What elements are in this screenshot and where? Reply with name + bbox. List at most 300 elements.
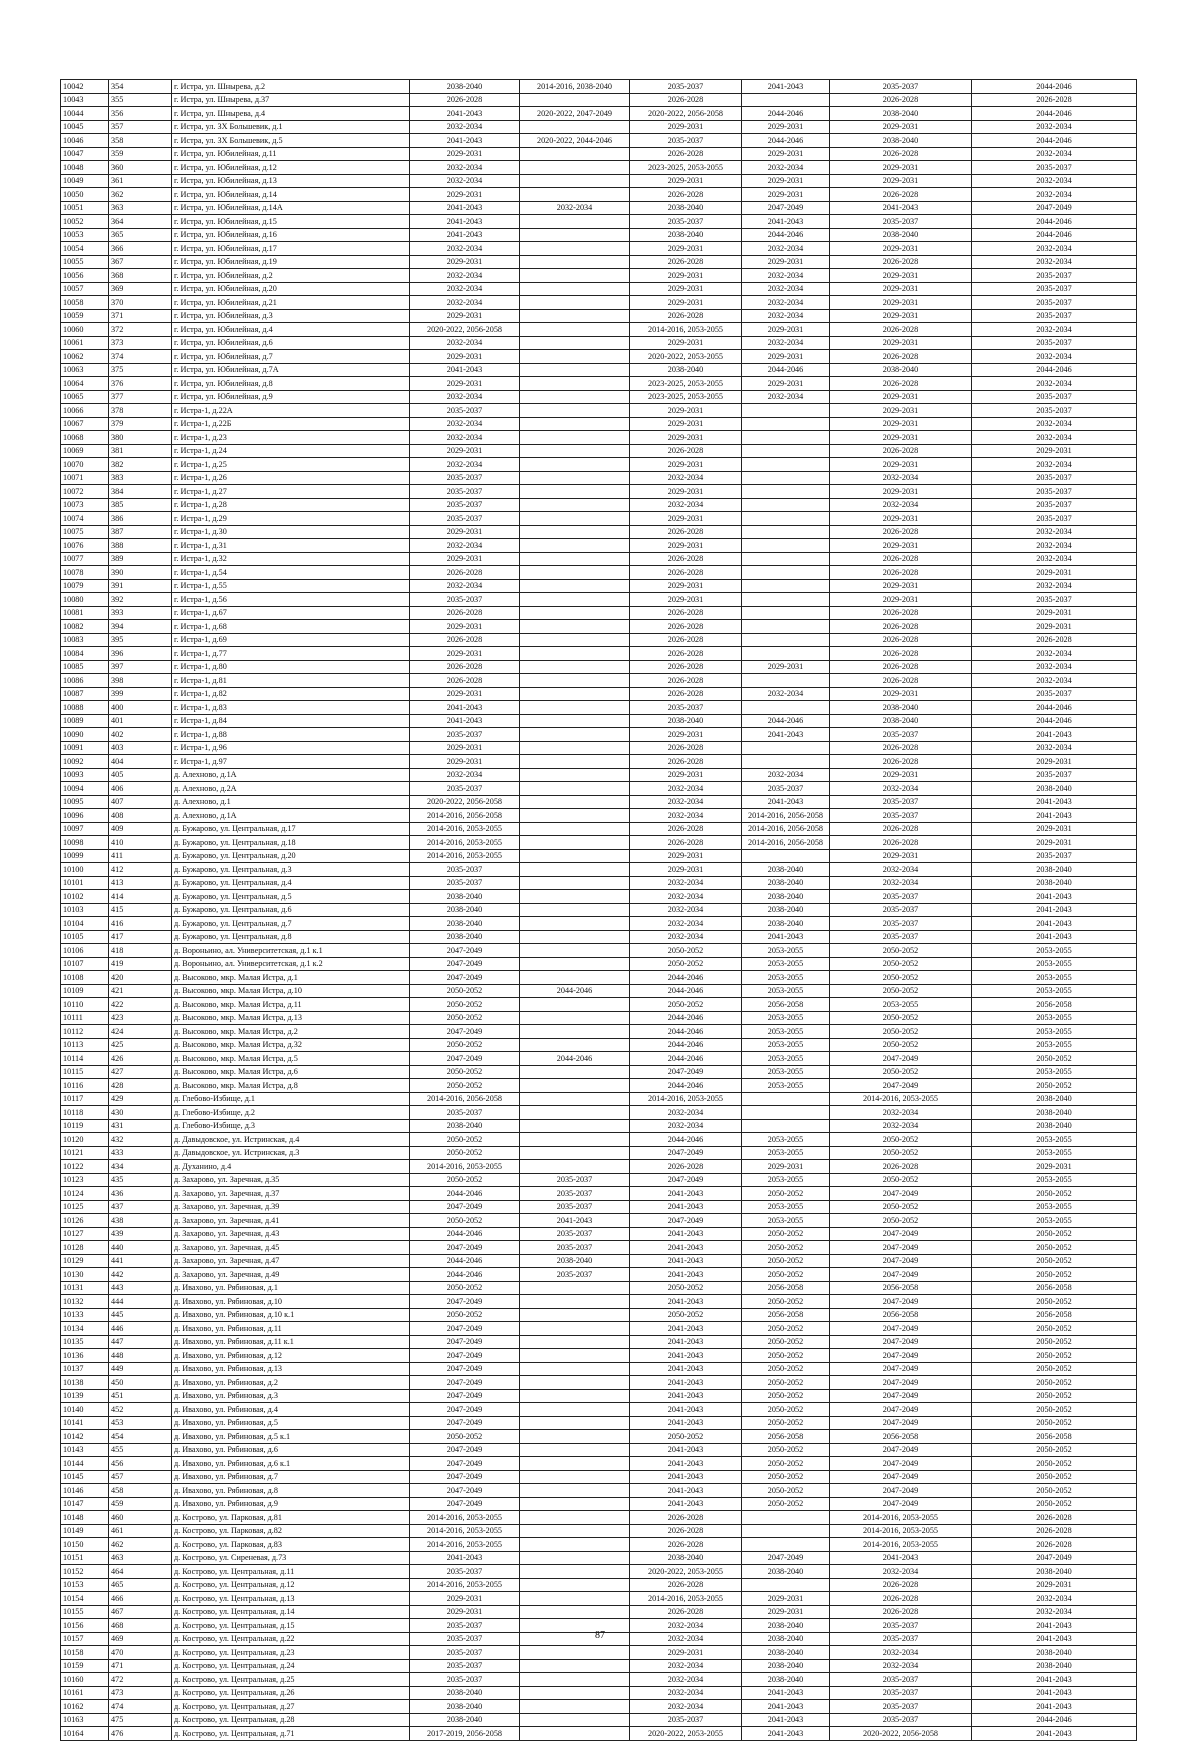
cell-period-5: 2047-2049 [830,1052,972,1066]
cell-period-6: 2038-2040 [972,782,1137,796]
table-row [61,1700,1137,1714]
cell-period-6: 2041-2043 [972,1632,1137,1646]
cell-period-2 [520,944,630,958]
cell-period-5: 2053-2055 [830,998,972,1012]
cell-period-2 [520,890,630,904]
cell-item-number: 470 [109,1646,172,1660]
cell-period-2 [520,1659,630,1673]
cell-period-2 [520,822,630,836]
page-number: 87 [595,1630,605,1641]
table-row [61,444,1137,458]
cell-item-number: 374 [109,350,172,364]
table-row [61,1187,1137,1201]
cell-period-3: 2023-2025, 2053-2055 [630,390,742,404]
cell-period-5: 2026-2028 [830,822,972,836]
table-row [61,890,1137,904]
cell-period-6: 2029-2031 [972,822,1137,836]
cell-period-1: 2035-2037 [410,863,520,877]
cell-record-id: 10105 [61,930,109,944]
cell-period-4: 2041-2043 [742,1727,830,1741]
cell-record-id: 10130 [61,1268,109,1282]
cell-period-1: 2050-2052 [410,1308,520,1322]
cell-period-3: 2029-2031 [630,593,742,607]
cell-record-id: 10155 [61,1605,109,1619]
cell-record-id: 10116 [61,1079,109,1093]
cell-period-4 [742,417,830,431]
cell-period-1: 2029-2031 [410,255,520,269]
cell-record-id: 10104 [61,917,109,931]
cell-period-1: 2026-2028 [410,93,520,107]
cell-period-4 [742,471,830,485]
cell-record-id: 10079 [61,579,109,593]
cell-period-2: 2041-2043 [520,1214,630,1228]
cell-item-number: 379 [109,417,172,431]
table-row [61,1173,1137,1187]
cell-period-3: 2029-2031 [630,174,742,188]
cell-period-1: 2014-2016, 2053-2055 [410,1160,520,1174]
cell-record-id: 10050 [61,188,109,202]
cell-address: д. Захарово, ул. Заречная, д.45 [172,1241,410,1255]
cell-address: г. Истра, ул. Юбилейная, д.12 [172,161,410,175]
cell-period-6: 2038-2040 [972,863,1137,877]
cell-period-6: 2050-2052 [972,1349,1137,1363]
cell-item-number: 373 [109,336,172,350]
cell-period-6: 2032-2034 [972,1605,1137,1619]
cell-record-id: 10080 [61,593,109,607]
cell-record-id: 10159 [61,1659,109,1673]
table-row [61,944,1137,958]
table-row [61,1146,1137,1160]
cell-period-6: 2035-2037 [972,296,1137,310]
cell-period-6: 2041-2043 [972,1686,1137,1700]
cell-address: г. Истра-1, д.25 [172,458,410,472]
cell-period-3: 2035-2037 [630,1713,742,1727]
cell-period-3: 2032-2034 [630,809,742,823]
cell-address: д. Кострово, ул. Центральная, д.22 [172,1632,410,1646]
cell-period-3: 2032-2034 [630,890,742,904]
cell-record-id: 10108 [61,971,109,985]
cell-period-4: 2050-2052 [742,1227,830,1241]
cell-address: г. Истра-1, д.83 [172,701,410,715]
cell-period-1: 2017-2019, 2056-2058 [410,1727,520,1741]
cell-period-2 [520,998,630,1012]
table-row [61,201,1137,215]
cell-period-2: 2032-2034 [520,201,630,215]
cell-item-number: 390 [109,566,172,580]
cell-period-3: 2035-2037 [630,134,742,148]
cell-period-6: 2053-2055 [972,957,1137,971]
cell-period-6: 2056-2058 [972,1281,1137,1295]
cell-item-number: 457 [109,1470,172,1484]
cell-period-1: 2047-2049 [410,1497,520,1511]
cell-item-number: 378 [109,404,172,418]
cell-record-id: 10135 [61,1335,109,1349]
cell-period-2: 2035-2037 [520,1173,630,1187]
cell-period-4: 2056-2058 [742,1430,830,1444]
table-row [61,1295,1137,1309]
cell-address: г. Истра, ул. Юбилейная, д.17 [172,242,410,256]
cell-period-3: 2026-2028 [630,620,742,634]
cell-period-6: 2029-2031 [972,620,1137,634]
cell-period-5: 2032-2034 [830,863,972,877]
cell-period-6: 2053-2055 [972,1011,1137,1025]
cell-address: д. Высоково, мкр. Малая Истра, д.32 [172,1038,410,1052]
cell-period-1: 2038-2040 [410,1686,520,1700]
cell-item-number: 455 [109,1443,172,1457]
cell-record-id: 10131 [61,1281,109,1295]
cell-item-number: 414 [109,890,172,904]
cell-record-id: 10097 [61,822,109,836]
cell-period-4: 2053-2055 [742,1173,830,1187]
cell-period-3: 2026-2028 [630,836,742,850]
cell-address: г. Истра-1, д.23 [172,431,410,445]
cell-period-6: 2050-2052 [972,1484,1137,1498]
cell-period-2 [520,917,630,931]
cell-address: д. Бужарово, ул. Центральная, д.6 [172,903,410,917]
cell-period-6: 2026-2028 [972,1524,1137,1538]
cell-address: д. Алехново, д.1 [172,795,410,809]
cell-period-5: 2056-2058 [830,1430,972,1444]
cell-period-2 [520,1565,630,1579]
cell-period-6: 2050-2052 [972,1268,1137,1282]
cell-address: д. Кострово, ул. Центральная, д.26 [172,1686,410,1700]
cell-period-2 [520,566,630,580]
cell-period-3: 2029-2031 [630,269,742,283]
cell-address: г. Истра-1, д.54 [172,566,410,580]
cell-period-1: 2032-2034 [410,579,520,593]
table-row [61,134,1137,148]
cell-period-4 [742,849,830,863]
table-row [61,674,1137,688]
cell-address: д. Кострово, ул. Сиреневая, д.73 [172,1551,410,1565]
cell-period-5: 2026-2028 [830,1592,972,1606]
cell-period-6: 2047-2049 [972,201,1137,215]
cell-period-3: 2032-2034 [630,471,742,485]
table-row [61,390,1137,404]
cell-address: г. Истра, ул. Юбилейная, д.7 [172,350,410,364]
cell-record-id: 10161 [61,1686,109,1700]
table-row [61,1538,1137,1552]
table-row [61,1713,1137,1727]
table-row [61,1133,1137,1147]
cell-item-number: 384 [109,485,172,499]
cell-period-1: 2029-2031 [410,647,520,661]
cell-period-1: 2050-2052 [410,1173,520,1187]
cell-period-5: 2038-2040 [830,134,972,148]
cell-period-1: 2035-2037 [410,1565,520,1579]
cell-period-4 [742,593,830,607]
cell-record-id: 10133 [61,1308,109,1322]
table-row [61,1443,1137,1457]
cell-period-5: 2029-2031 [830,174,972,188]
cell-period-4 [742,755,830,769]
cell-period-2: 2020-2022, 2047-2049 [520,107,630,121]
cell-period-4 [742,404,830,418]
cell-period-1: 2032-2034 [410,390,520,404]
cell-period-3: 2026-2028 [630,687,742,701]
cell-period-2 [520,458,630,472]
cell-period-5: 2026-2028 [830,674,972,688]
cell-item-number: 445 [109,1308,172,1322]
cell-record-id: 10146 [61,1484,109,1498]
cell-period-1: 2038-2040 [410,1700,520,1714]
cell-period-2 [520,93,630,107]
cell-period-1: 2038-2040 [410,903,520,917]
cell-period-6: 2032-2034 [972,323,1137,337]
cell-record-id: 10082 [61,620,109,634]
cell-period-2 [520,188,630,202]
cell-item-number: 412 [109,863,172,877]
cell-item-number: 409 [109,822,172,836]
cell-period-5: 2047-2049 [830,1268,972,1282]
cell-record-id: 10073 [61,498,109,512]
cell-record-id: 10085 [61,660,109,674]
table-row [61,1038,1137,1052]
cell-period-2 [520,309,630,323]
cell-period-1: 2029-2031 [410,552,520,566]
cell-period-1: 2035-2037 [410,728,520,742]
cell-item-number: 406 [109,782,172,796]
table-row [61,1551,1137,1565]
table-row [61,1592,1137,1606]
table-row [61,822,1137,836]
cell-address: г. Истра, ул. Юбилейная, д.3 [172,309,410,323]
cell-record-id: 10121 [61,1146,109,1160]
cell-item-number: 381 [109,444,172,458]
cell-period-4 [742,444,830,458]
cell-period-4: 2032-2034 [742,282,830,296]
cell-period-1: 2026-2028 [410,606,520,620]
cell-period-5: 2038-2040 [830,714,972,728]
cell-item-number: 389 [109,552,172,566]
cell-period-2 [520,903,630,917]
cell-period-2 [520,647,630,661]
cell-period-3: 2044-2046 [630,1079,742,1093]
cell-period-2: 2044-2046 [520,1052,630,1066]
cell-record-id: 10065 [61,390,109,404]
cell-address: г. Истра-1, д.30 [172,525,410,539]
cell-period-2 [520,809,630,823]
cell-address: д. Ивахово, ул. Рябиновая, д.12 [172,1349,410,1363]
cell-period-3: 2023-2025, 2053-2055 [630,161,742,175]
cell-period-5: 2026-2028 [830,323,972,337]
table-row [61,255,1137,269]
cell-address: д. Ивахово, ул. Рябиновая, д.8 [172,1484,410,1498]
cell-item-number: 456 [109,1457,172,1471]
cell-period-6: 2032-2034 [972,350,1137,364]
table-row [61,647,1137,661]
cell-period-5: 2035-2037 [830,1686,972,1700]
cell-record-id: 10075 [61,525,109,539]
cell-period-3: 2041-2043 [630,1187,742,1201]
cell-record-id: 10158 [61,1646,109,1660]
cell-address: д. Бужарово, ул. Центральная, д.3 [172,863,410,877]
cell-period-3: 2050-2052 [630,998,742,1012]
cell-item-number: 451 [109,1389,172,1403]
cell-item-number: 401 [109,714,172,728]
cell-period-3: 2032-2034 [630,1659,742,1673]
table-row [61,728,1137,742]
cell-period-1: 2047-2049 [410,1322,520,1336]
table-row [61,512,1137,526]
cell-period-6: 2050-2052 [972,1362,1137,1376]
cell-item-number: 365 [109,228,172,242]
table-row [61,1524,1137,1538]
cell-item-number: 370 [109,296,172,310]
cell-record-id: 10060 [61,323,109,337]
cell-period-5: 2035-2037 [830,917,972,931]
cell-address: д. Кострово, ул. Центральная, д.71 [172,1727,410,1741]
cell-period-3: 2029-2031 [630,728,742,742]
cell-item-number: 368 [109,269,172,283]
cell-period-6: 2032-2034 [972,552,1137,566]
cell-period-6: 2053-2055 [972,1214,1137,1228]
cell-period-6: 2032-2034 [972,242,1137,256]
cell-address: д. Духанино, д.4 [172,1160,410,1174]
cell-period-2 [520,1335,630,1349]
cell-address: г. Истра-1, д.77 [172,647,410,661]
cell-record-id: 10107 [61,957,109,971]
cell-period-4: 2050-2052 [742,1241,830,1255]
cell-period-3: 2029-2031 [630,120,742,134]
cell-item-number: 453 [109,1416,172,1430]
cell-period-5: 2026-2028 [830,1578,972,1592]
cell-period-3: 2029-2031 [630,282,742,296]
cell-period-6: 2035-2037 [972,849,1137,863]
cell-period-1: 2050-2052 [410,1065,520,1079]
cell-item-number: 429 [109,1092,172,1106]
cell-address: г. Истра, ул. Юбилейная, д.19 [172,255,410,269]
cell-period-2: 2035-2037 [520,1227,630,1241]
cell-item-number: 446 [109,1322,172,1336]
cell-period-5: 2050-2052 [830,1214,972,1228]
cell-address: г. Истра-1, д.29 [172,512,410,526]
cell-record-id: 10069 [61,444,109,458]
cell-period-3: 2026-2028 [630,647,742,661]
cell-record-id: 10148 [61,1511,109,1525]
table-row [61,1322,1137,1336]
cell-record-id: 10046 [61,134,109,148]
cell-period-6: 2041-2043 [972,890,1137,904]
table-row [61,1079,1137,1093]
cell-period-3: 2041-2043 [630,1376,742,1390]
cell-period-6: 2029-2031 [972,1578,1137,1592]
cell-period-1: 2029-2031 [410,377,520,391]
table-row [61,1457,1137,1471]
cell-period-5: 2050-2052 [830,1200,972,1214]
cell-period-5: 2047-2049 [830,1416,972,1430]
cell-period-2 [520,1295,630,1309]
cell-period-4: 2029-2031 [742,1592,830,1606]
cell-address: д. Кострово, ул. Парковая, д.83 [172,1538,410,1552]
cell-item-number: 394 [109,620,172,634]
cell-period-1: 2041-2043 [410,201,520,215]
cell-record-id: 10125 [61,1200,109,1214]
cell-item-number: 400 [109,701,172,715]
cell-record-id: 10110 [61,998,109,1012]
cell-period-2 [520,1308,630,1322]
cell-item-number: 358 [109,134,172,148]
cell-period-3: 2041-2043 [630,1443,742,1457]
table-row [61,404,1137,418]
cell-period-4: 2041-2043 [742,728,830,742]
cell-item-number: 402 [109,728,172,742]
cell-period-6: 2032-2034 [972,660,1137,674]
cell-item-number: 380 [109,431,172,445]
cell-address: д. Глебово-Избище, д.2 [172,1106,410,1120]
cell-period-6: 2044-2046 [972,134,1137,148]
cell-period-6: 2044-2046 [972,215,1137,229]
cell-period-4: 2056-2058 [742,998,830,1012]
cell-period-6: 2029-2031 [972,444,1137,458]
table-row [61,174,1137,188]
cell-period-5: 2047-2049 [830,1079,972,1093]
cell-period-1: 2035-2037 [410,1619,520,1633]
cell-period-1: 2038-2040 [410,80,520,94]
cell-item-number: 476 [109,1727,172,1741]
cell-period-5: 2035-2037 [830,1673,972,1687]
cell-period-3: 2029-2031 [630,242,742,256]
cell-address: г. Истра, ул. Юбилейная, д.6 [172,336,410,350]
cell-period-3: 2050-2052 [630,1281,742,1295]
cell-period-4: 2041-2043 [742,1713,830,1727]
cell-period-4: 2056-2058 [742,1308,830,1322]
cell-period-6: 2029-2031 [972,836,1137,850]
cell-item-number: 362 [109,188,172,202]
cell-period-2 [520,741,630,755]
cell-period-3: 2032-2034 [630,1700,742,1714]
cell-period-1: 2035-2037 [410,876,520,890]
cell-address: д. Ивахово, ул. Рябиновая, д.4 [172,1403,410,1417]
cell-period-1: 2047-2049 [410,1295,520,1309]
cell-period-5: 2047-2049 [830,1403,972,1417]
cell-period-2 [520,1011,630,1025]
cell-period-1: 2038-2040 [410,890,520,904]
cell-address: д. Кострово, ул. Центральная, д.25 [172,1673,410,1687]
cell-address: г. Истра-1, д.88 [172,728,410,742]
cell-period-4: 2014-2016, 2056-2058 [742,822,830,836]
cell-period-6: 2041-2043 [972,728,1137,742]
table-row [61,498,1137,512]
cell-period-4 [742,579,830,593]
cell-item-number: 391 [109,579,172,593]
cell-address: д. Высоково, мкр. Малая Истра, д.2 [172,1025,410,1039]
cell-period-5: 2047-2049 [830,1349,972,1363]
cell-period-3: 2044-2046 [630,1133,742,1147]
cell-record-id: 10042 [61,80,109,94]
cell-item-number: 404 [109,755,172,769]
cell-period-2 [520,1389,630,1403]
cell-period-2 [520,228,630,242]
cell-period-4: 2053-2055 [742,1025,830,1039]
cell-period-6: 2041-2043 [972,1673,1137,1687]
cell-address: д. Высоково, мкр. Малая Истра, д.6 [172,1065,410,1079]
cell-address: г. Истра-1, д.24 [172,444,410,458]
cell-item-number: 462 [109,1538,172,1552]
table-row [61,188,1137,202]
cell-period-5: 2050-2052 [830,1133,972,1147]
cell-period-4: 2038-2040 [742,1659,830,1673]
cell-period-4: 2032-2034 [742,309,830,323]
cell-record-id: 10102 [61,890,109,904]
cell-address: д. Ивахово, ул. Рябиновая, д.13 [172,1362,410,1376]
cell-record-id: 10098 [61,836,109,850]
cell-period-1: 2014-2016, 2053-2055 [410,822,520,836]
cell-item-number: 411 [109,849,172,863]
cell-period-3: 2026-2028 [630,674,742,688]
cell-record-id: 10115 [61,1065,109,1079]
cell-period-5: 2014-2016, 2053-2055 [830,1524,972,1538]
